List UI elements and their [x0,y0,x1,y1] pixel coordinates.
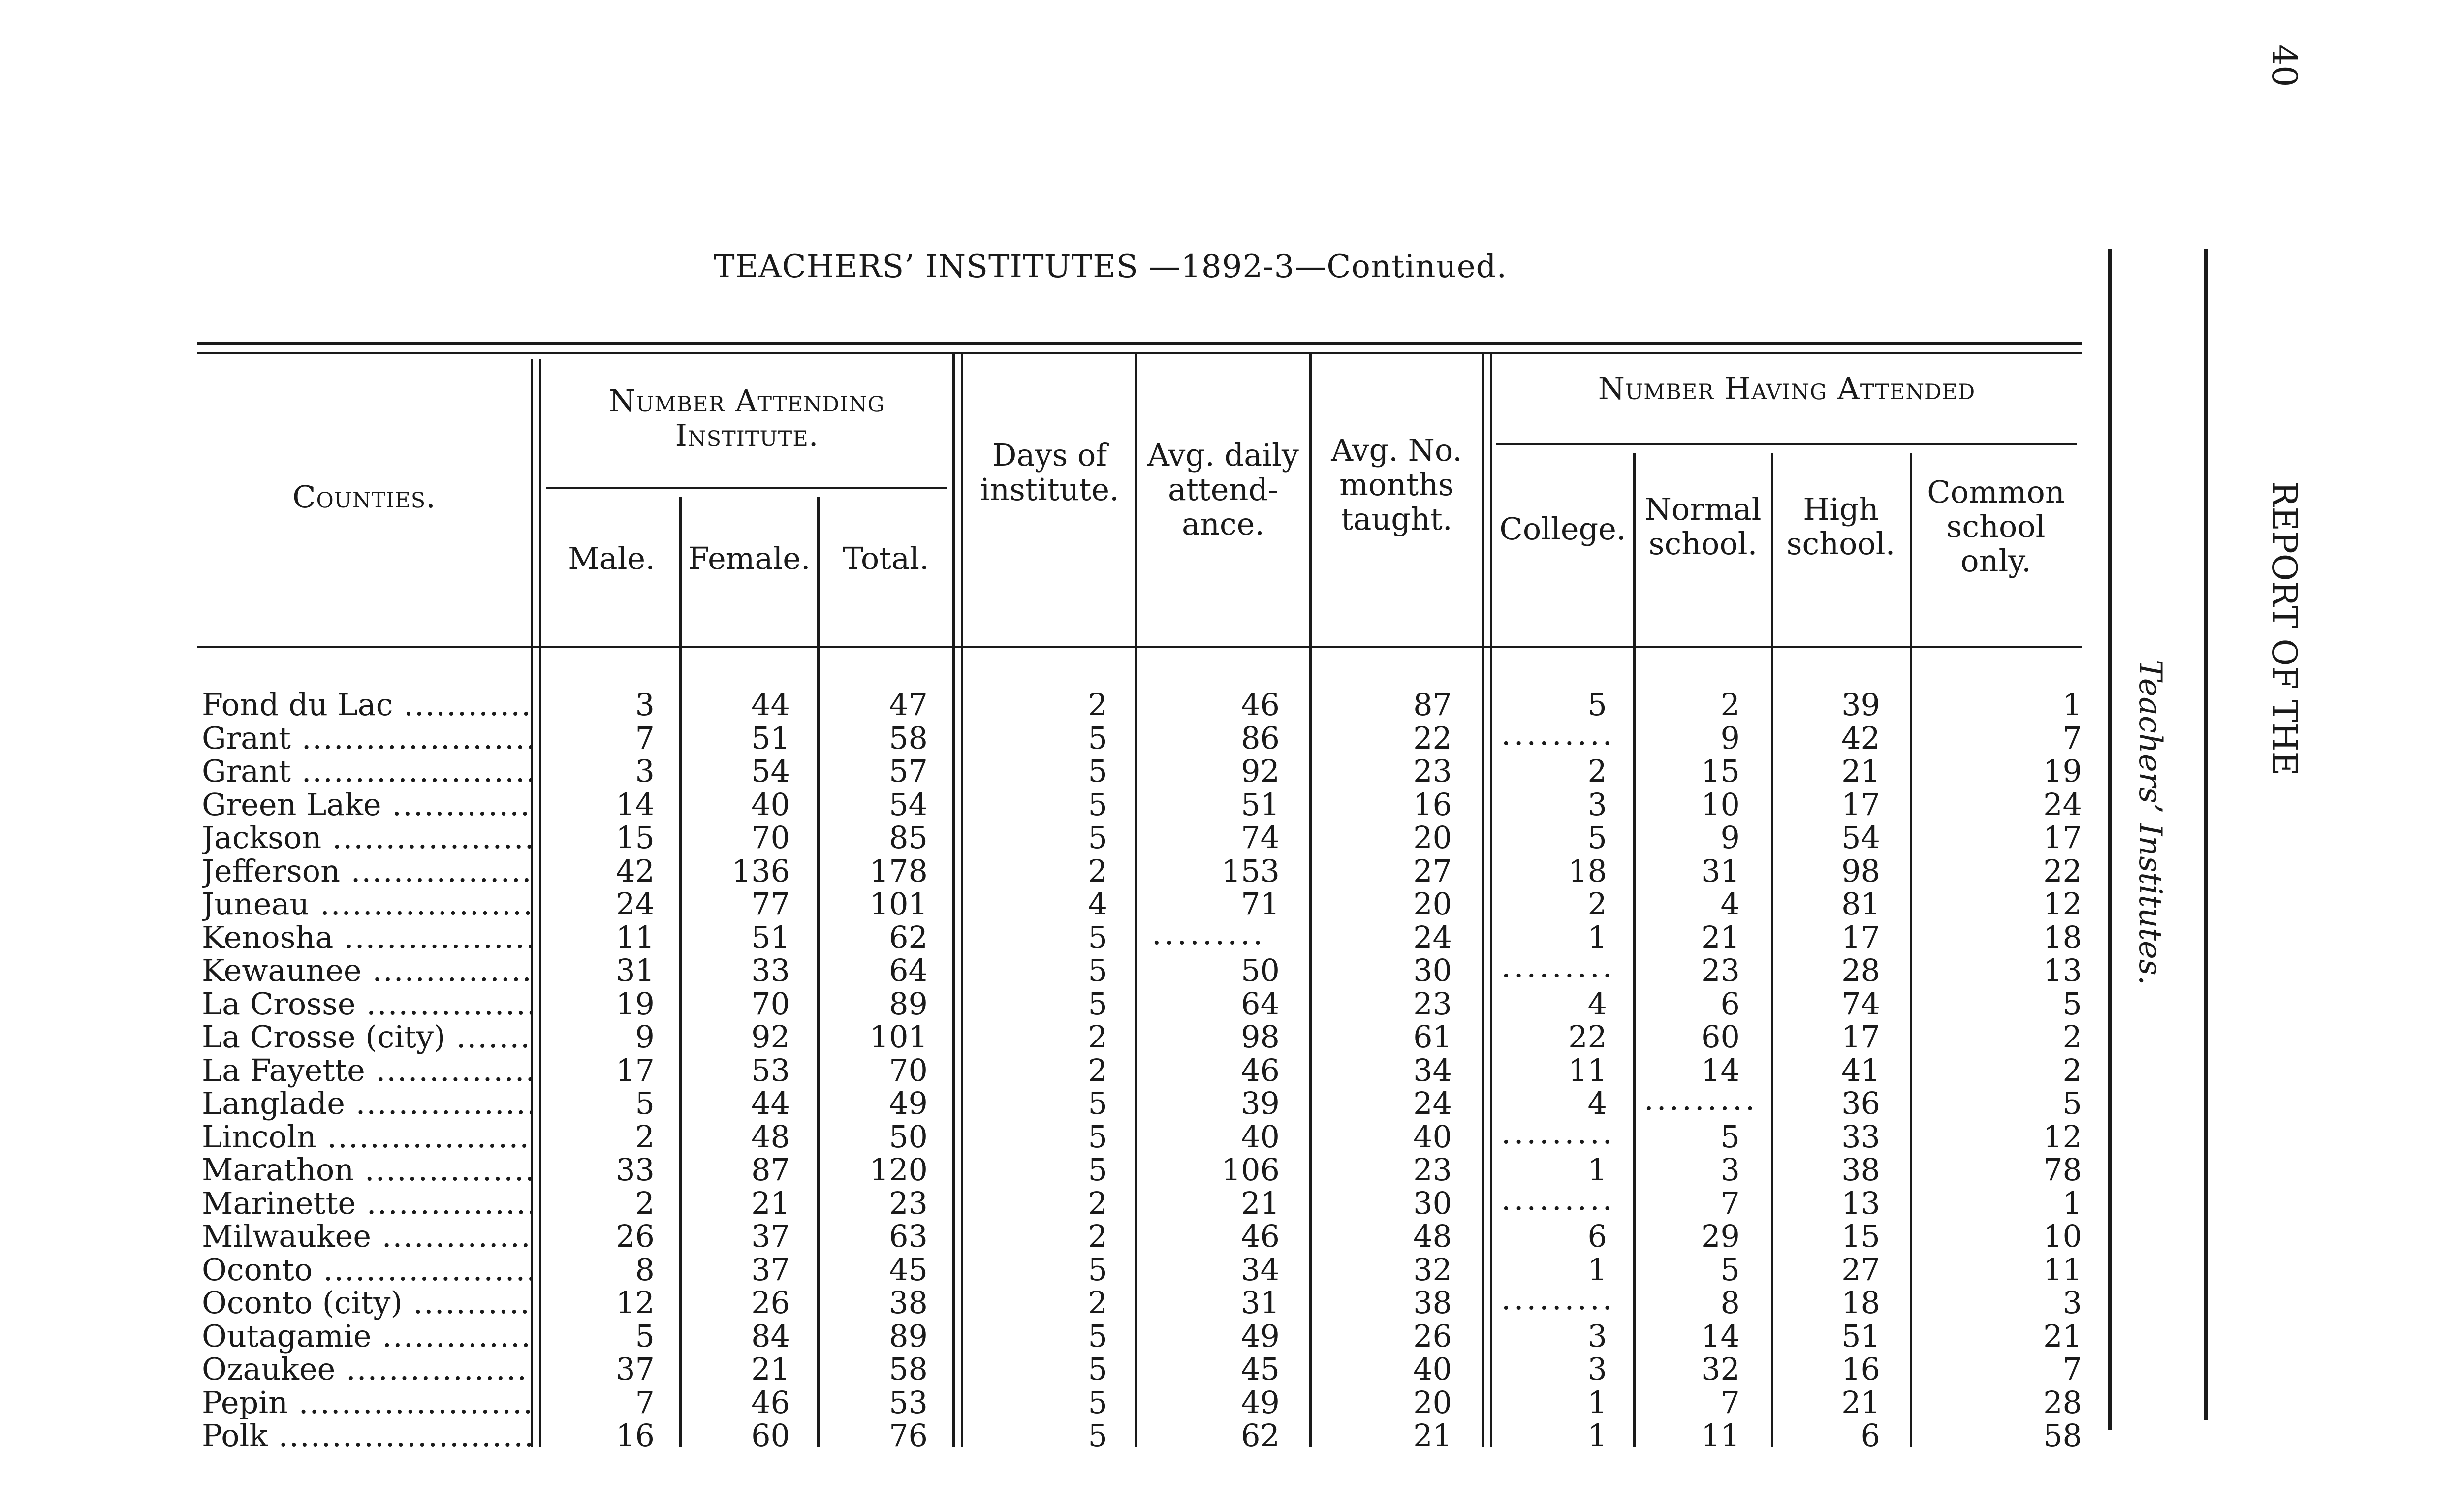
table-cell-common: 10 [2043,1218,2082,1254]
table-cell-college: 3 [1587,1351,1607,1387]
table-cell-common: 3 [2062,1285,2082,1321]
table-cell-avg-daily: 46 [1241,687,1280,723]
table-cell-high: 74 [1841,985,1880,1022]
table-row-county: Milwaukee ..... [202,1218,532,1254]
table-cell-high: 38 [1841,1152,1880,1188]
table-cell-female: 21 [751,1185,790,1221]
table-row-county: Fond du Lac ..... [202,687,532,723]
table-cell-normal: 31 [1701,852,1740,889]
table-cell-female: 70 [751,985,790,1022]
table-cell-normal: 7 [1720,1384,1740,1420]
table-cell-female: 84 [751,1318,790,1354]
table-cell-college: 1 [1587,1418,1607,1453]
table-cell-common: 2 [2062,1052,2082,1088]
table-cell-total: 62 [889,919,928,955]
table-cell-avg-daily: 92 [1241,753,1280,789]
table-cell-total: 63 [889,1218,928,1254]
header-high: High school. [1786,491,1895,562]
table-cell-male: 7 [635,720,655,756]
table-cell-avg-daily: 106 [1221,1152,1280,1188]
table-cell-male: 42 [616,852,655,889]
table-cell-high: 28 [1841,952,1880,988]
table-cell-total: 53 [889,1384,928,1420]
table-cell-months: 20 [1413,819,1452,855]
table-cell-months: 24 [1413,1085,1452,1121]
table-row-county: La Crosse (city) ..... [202,1019,532,1055]
table-cell-college: 11 [1568,1052,1607,1088]
table-cell-common: 21 [2043,1318,2082,1354]
table-cell-male: 2 [635,1185,655,1221]
table-row-county: La Crosse ..... [202,986,532,1022]
table-cell-common: 5 [2062,1085,2082,1121]
column-rule [961,354,963,1447]
table-cell-female: 77 [751,886,790,922]
table-cell-high: 15 [1841,1218,1880,1254]
table-cell-female: 70 [751,819,790,855]
table-cell-high: 42 [1841,720,1880,756]
table-cell-total: 101 [869,886,928,922]
table-cell-avg-daily: 45 [1241,1351,1280,1387]
empty-cell-leader: ......... [1501,1114,1615,1151]
empty-cell-leader: ......... [1152,915,1266,951]
table-cell-normal: 15 [1701,753,1740,789]
table-row-county: Green Lake ..... [202,787,532,822]
table-cell-common: 18 [2043,919,2082,955]
table-cell-normal: 2 [1720,687,1740,723]
table-cell-days: 5 [1088,1152,1107,1188]
table-cell-high: 81 [1841,886,1880,922]
table-cell-college: 3 [1587,786,1607,822]
table-cell-avg-daily: 21 [1241,1185,1280,1221]
table-cell-high: 18 [1841,1285,1880,1321]
table-cell-female: 21 [751,1351,790,1387]
table-cell-female: 44 [751,1085,790,1121]
table-row-county: Jefferson ..... [202,853,532,889]
header-female: Female. [688,540,811,576]
table-cell-days: 2 [1088,1218,1107,1254]
table-cell-common: 24 [2043,786,2082,822]
column-rule [1135,354,1137,1447]
table-cell-days: 5 [1088,985,1107,1022]
section-title: Teachers’ Institutes. [2132,660,2168,986]
table-cell-common: 58 [2043,1418,2082,1453]
header-days: Days of institute. [980,437,1119,507]
table-cell-normal: 32 [1701,1351,1740,1387]
table-cell-normal: 29 [1701,1218,1740,1254]
table-cell-days: 2 [1088,852,1107,889]
table-cell-months: 24 [1413,919,1452,955]
table-cell-female: 46 [751,1384,790,1420]
running-head-text: REPORT OF THE [2265,481,2303,776]
table-cell-male: 31 [616,952,655,988]
table-cell-common: 5 [2062,985,2082,1022]
table-row-county: Lincoln ..... [202,1119,532,1155]
column-rule [1490,354,1492,1447]
table-cell-common: 12 [2043,886,2082,922]
header-rule [1496,443,2077,445]
table-cell-months: 20 [1413,1384,1452,1420]
table-cell-normal: 14 [1701,1318,1740,1354]
table-cell-normal: 23 [1701,952,1740,988]
table-cell-months: 22 [1413,720,1452,756]
table-cell-months: 23 [1413,1152,1452,1188]
table-cell-male: 26 [616,1218,655,1254]
table-cell-high: 21 [1841,1384,1880,1420]
table-cell-total: 120 [869,1152,928,1188]
table-row-county: Ozaukee ..... [202,1351,532,1387]
table-cell-normal: 60 [1701,1019,1740,1055]
table-cell-total: 54 [889,786,928,822]
table-cell-months: 38 [1413,1285,1452,1321]
table-cell-male: 5 [635,1318,655,1354]
table-cell-common: 78 [2043,1152,2082,1188]
table-cell-days: 5 [1088,1118,1107,1155]
table-cell-high: 36 [1841,1085,1880,1121]
table-cell-avg-daily: 40 [1241,1118,1280,1155]
table-cell-total: 23 [889,1185,928,1221]
table-cell-male: 8 [635,1251,655,1288]
table-cell-months: 61 [1413,1019,1452,1055]
table-cell-common: 1 [2062,687,2082,723]
table-cell-total: 50 [889,1118,928,1155]
table-cell-normal: 3 [1720,1152,1740,1188]
table-row-county: Polk ..... [202,1418,532,1453]
table-cell-days: 2 [1088,1185,1107,1221]
table-cell-avg-daily: 46 [1241,1052,1280,1088]
table-cell-common: 2 [2062,1019,2082,1055]
column-rule [1309,354,1312,1447]
table-cell-days: 5 [1088,786,1107,822]
table-cell-days: 5 [1088,753,1107,789]
table-cell-days: 4 [1088,886,1107,922]
table-cell-high: 98 [1841,852,1880,889]
table-cell-male: 7 [635,1384,655,1420]
table-cell-normal: 10 [1701,786,1740,822]
table-cell-college: 5 [1587,819,1607,855]
table-cell-college: 1 [1587,1251,1607,1288]
table-cell-total: 57 [889,753,928,789]
table-cell-male: 12 [616,1285,655,1321]
table-cell-male: 15 [616,819,655,855]
table-cell-college: 1 [1587,919,1607,955]
table-cell-months: 27 [1413,852,1452,889]
table-cell-total: 58 [889,720,928,756]
table-cell-months: 87 [1413,687,1452,723]
table-cell-college: 3 [1587,1318,1607,1354]
table-row-county: La Fayette ..... [202,1052,532,1088]
table-cell-months: 21 [1413,1418,1452,1453]
table-cell-female: 37 [751,1218,790,1254]
table-cell-normal: 9 [1720,819,1740,855]
table-cell-college: 1 [1587,1384,1607,1420]
table-cell-normal: 6 [1720,985,1740,1022]
table-cell-months: 30 [1413,952,1452,988]
table-cell-avg-daily: 34 [1241,1251,1280,1288]
table-cell-days: 2 [1088,687,1107,723]
table-cell-normal: 7 [1720,1185,1740,1221]
header-normal: Normal school. [1644,491,1762,562]
table-cell-total: 64 [889,952,928,988]
table-row-county: Kewaunee ..... [202,952,532,988]
table-cell-avg-daily: 49 [1241,1384,1280,1420]
table-cell-normal: 14 [1701,1052,1740,1088]
table-cell-total: 38 [889,1285,928,1321]
table-cell-days: 5 [1088,1251,1107,1288]
table-cell-common: 28 [2043,1384,2082,1420]
table-cell-avg-daily: 98 [1241,1019,1280,1055]
header-counties: Counties. [292,479,436,515]
column-rule [817,497,820,1447]
table-cell-total: 178 [869,852,928,889]
table-cell-high: 33 [1841,1118,1880,1155]
table-cell-high: 39 [1841,687,1880,723]
table-cell-college: 5 [1587,687,1607,723]
table-cell-female: 51 [751,720,790,756]
table-cell-college: 2 [1587,886,1607,922]
table-cell-months: 34 [1413,1052,1452,1088]
table-cell-male: 24 [616,886,655,922]
table-cell-common: 12 [2043,1118,2082,1155]
header-number-attending: Number Attending Institute. [609,383,885,453]
table-cell-avg-daily: 31 [1241,1285,1280,1321]
table-row-county: Oconto ..... [202,1252,532,1288]
vertical-rule [2108,249,2112,1430]
top-rule [197,342,2082,345]
table-cell-normal: 9 [1720,720,1740,756]
table-cell-total: 47 [889,687,928,723]
table-cell-common: 7 [2062,720,2082,756]
table-cell-total: 85 [889,819,928,855]
table-row-county: Marathon ..... [202,1152,532,1188]
table-cell-normal: 8 [1720,1285,1740,1321]
table-cell-avg-daily: 39 [1241,1085,1280,1121]
table-cell-male: 3 [635,687,655,723]
table-cell-days: 5 [1088,1085,1107,1121]
table-cell-female: 48 [751,1118,790,1155]
table-cell-normal: 4 [1720,886,1740,922]
table-cell-months: 16 [1413,786,1452,822]
table-cell-total: 76 [889,1418,928,1453]
table-cell-male: 19 [616,985,655,1022]
table-cell-male: 11 [616,919,655,955]
table-cell-common: 13 [2043,952,2082,988]
table-cell-avg-daily: 74 [1241,819,1280,855]
vertical-rule [2204,249,2208,1420]
table-cell-days: 5 [1088,1418,1107,1453]
table-cell-total: 70 [889,1052,928,1088]
table-cell-high: 17 [1841,786,1880,822]
table-cell-male: 14 [616,786,655,822]
table-cell-college: 4 [1587,1085,1607,1121]
table-cell-avg-daily: 51 [1241,786,1280,822]
table-cell-high: 27 [1841,1251,1880,1288]
table-cell-common: 1 [2062,1185,2082,1221]
table-cell-female: 51 [751,919,790,955]
table-cell-days: 5 [1088,720,1107,756]
table-cell-days: 5 [1088,1384,1107,1420]
table-cell-female: 54 [751,753,790,789]
table-cell-days: 5 [1088,952,1107,988]
table-cell-female: 40 [751,786,790,822]
table-cell-avg-daily: 49 [1241,1318,1280,1354]
table-cell-common: 17 [2043,819,2082,855]
table-cell-college: 4 [1587,985,1607,1022]
table-cell-college: 6 [1587,1218,1607,1254]
table-row-county: Grant ..... [202,753,532,789]
table-cell-male: 37 [616,1351,655,1387]
table-row-county: Pepin ..... [202,1385,532,1420]
empty-cell-leader: ......... [1501,948,1615,984]
table-row-county: Kenosha ..... [202,919,532,955]
table-cell-female: 33 [751,952,790,988]
table-cell-female: 92 [751,1019,790,1055]
table-cell-months: 40 [1413,1118,1452,1155]
column-rule [539,359,541,1447]
table-cell-female: 60 [751,1418,790,1453]
table-cell-college: 2 [1587,753,1607,789]
table-cell-months: 48 [1413,1218,1452,1254]
column-rule [1771,453,1773,1447]
table-row-county: Marinette ..... [202,1185,532,1221]
table-cell-months: 23 [1413,753,1452,789]
table-cell-common: 11 [2043,1251,2082,1288]
header-bottom-rule [197,646,2082,648]
table-cell-male: 16 [616,1418,655,1453]
table-cell-days: 2 [1088,1019,1107,1055]
table-cell-normal: 5 [1720,1118,1740,1155]
header-avg-months: Avg. No. months taught. [1331,432,1462,537]
table-cell-male: 2 [635,1118,655,1155]
table-cell-male: 5 [635,1085,655,1121]
column-rule [952,354,955,1447]
table-cell-days: 2 [1088,1285,1107,1321]
table-cell-total: 49 [889,1085,928,1121]
table-cell-normal: 11 [1701,1418,1740,1453]
table-cell-high: 54 [1841,819,1880,855]
table-cell-months: 23 [1413,985,1452,1022]
table-cell-avg-daily: 50 [1241,952,1280,988]
table-cell-days: 5 [1088,1318,1107,1354]
table-cell-female: 26 [751,1285,790,1321]
table-cell-avg-daily: 86 [1241,720,1280,756]
table-cell-months: 32 [1413,1251,1452,1288]
header-total: Total. [843,540,929,576]
header-avg-daily: Avg. daily attend-ance. [1147,437,1299,542]
table-cell-days: 5 [1088,919,1107,955]
table-cell-high: 16 [1841,1351,1880,1387]
header-number-having: Number Having Attended [1598,371,1976,407]
empty-cell-leader: ......... [1644,1081,1758,1117]
table-cell-high: 17 [1841,919,1880,955]
table-cell-female: 44 [751,687,790,723]
column-rule [1482,354,1484,1447]
table-cell-total: 45 [889,1251,928,1288]
table-cell-college: 22 [1568,1019,1607,1055]
header-college: College. [1499,511,1626,547]
table-cell-normal: 5 [1720,1251,1740,1288]
header-rule [546,487,947,489]
table-cell-female: 37 [751,1251,790,1288]
table-cell-days: 5 [1088,819,1107,855]
table-cell-male: 17 [616,1052,655,1088]
table-cell-female: 136 [731,852,790,889]
table-row-county: Grant ..... [202,720,532,756]
empty-cell-leader: ......... [1501,716,1615,752]
table-cell-high: 41 [1841,1052,1880,1088]
page-number: 40 [2265,44,2303,87]
empty-cell-leader: ......... [1501,1281,1615,1317]
table-cell-male: 33 [616,1152,655,1188]
table-cell-total: 89 [889,1318,928,1354]
table-cell-avg-daily: 71 [1241,886,1280,922]
table-cell-high: 51 [1841,1318,1880,1354]
table-cell-months: 40 [1413,1351,1452,1387]
header-male: Male. [568,540,655,576]
table-row-county: Juneau ..... [202,886,532,922]
table-cell-avg-daily: 153 [1221,852,1280,889]
table-cell-avg-daily: 64 [1241,985,1280,1022]
table-cell-total: 58 [889,1351,928,1387]
table-cell-months: 20 [1413,886,1452,922]
page-title: TEACHERS’ INSTITUTES —1892-3—Continued. [714,249,1507,285]
column-rule [679,497,682,1447]
table-cell-college: 18 [1568,852,1607,889]
table-cell-avg-daily: 46 [1241,1218,1280,1254]
table-row-county: Langlade ..... [202,1085,532,1121]
header-common: Common school only. [1927,474,2065,579]
table-cell-female: 87 [751,1152,790,1188]
table-cell-high: 13 [1841,1185,1880,1221]
table-cell-female: 53 [751,1052,790,1088]
table-cell-high: 6 [1861,1418,1880,1453]
table-cell-common: 22 [2043,852,2082,889]
table-cell-high: 21 [1841,753,1880,789]
table-cell-avg-daily: 62 [1241,1418,1280,1453]
table-cell-male: 9 [635,1019,655,1055]
table-cell-normal: 21 [1701,919,1740,955]
table-cell-total: 89 [889,985,928,1022]
table-cell-common: 19 [2043,753,2082,789]
table-cell-days: 2 [1088,1052,1107,1088]
running-head [2244,44,2303,1127]
table-cell-high: 17 [1841,1019,1880,1055]
column-rule [1633,453,1636,1447]
empty-cell-leader: ......... [1501,1181,1615,1217]
table-cell-months: 26 [1413,1318,1452,1354]
table-cell-college: 1 [1587,1152,1607,1188]
table-row-county: Outagamie ..... [202,1318,532,1354]
table-cell-male: 3 [635,753,655,789]
table-cell-total: 101 [869,1019,928,1055]
table-cell-months: 30 [1413,1185,1452,1221]
column-rule [1910,453,1912,1447]
table-row-county: Oconto (city) ..... [202,1285,532,1321]
table-cell-days: 5 [1088,1351,1107,1387]
table-row-county: Jackson ..... [202,819,532,855]
table-cell-common: 7 [2062,1351,2082,1387]
top-rule [197,352,2082,354]
